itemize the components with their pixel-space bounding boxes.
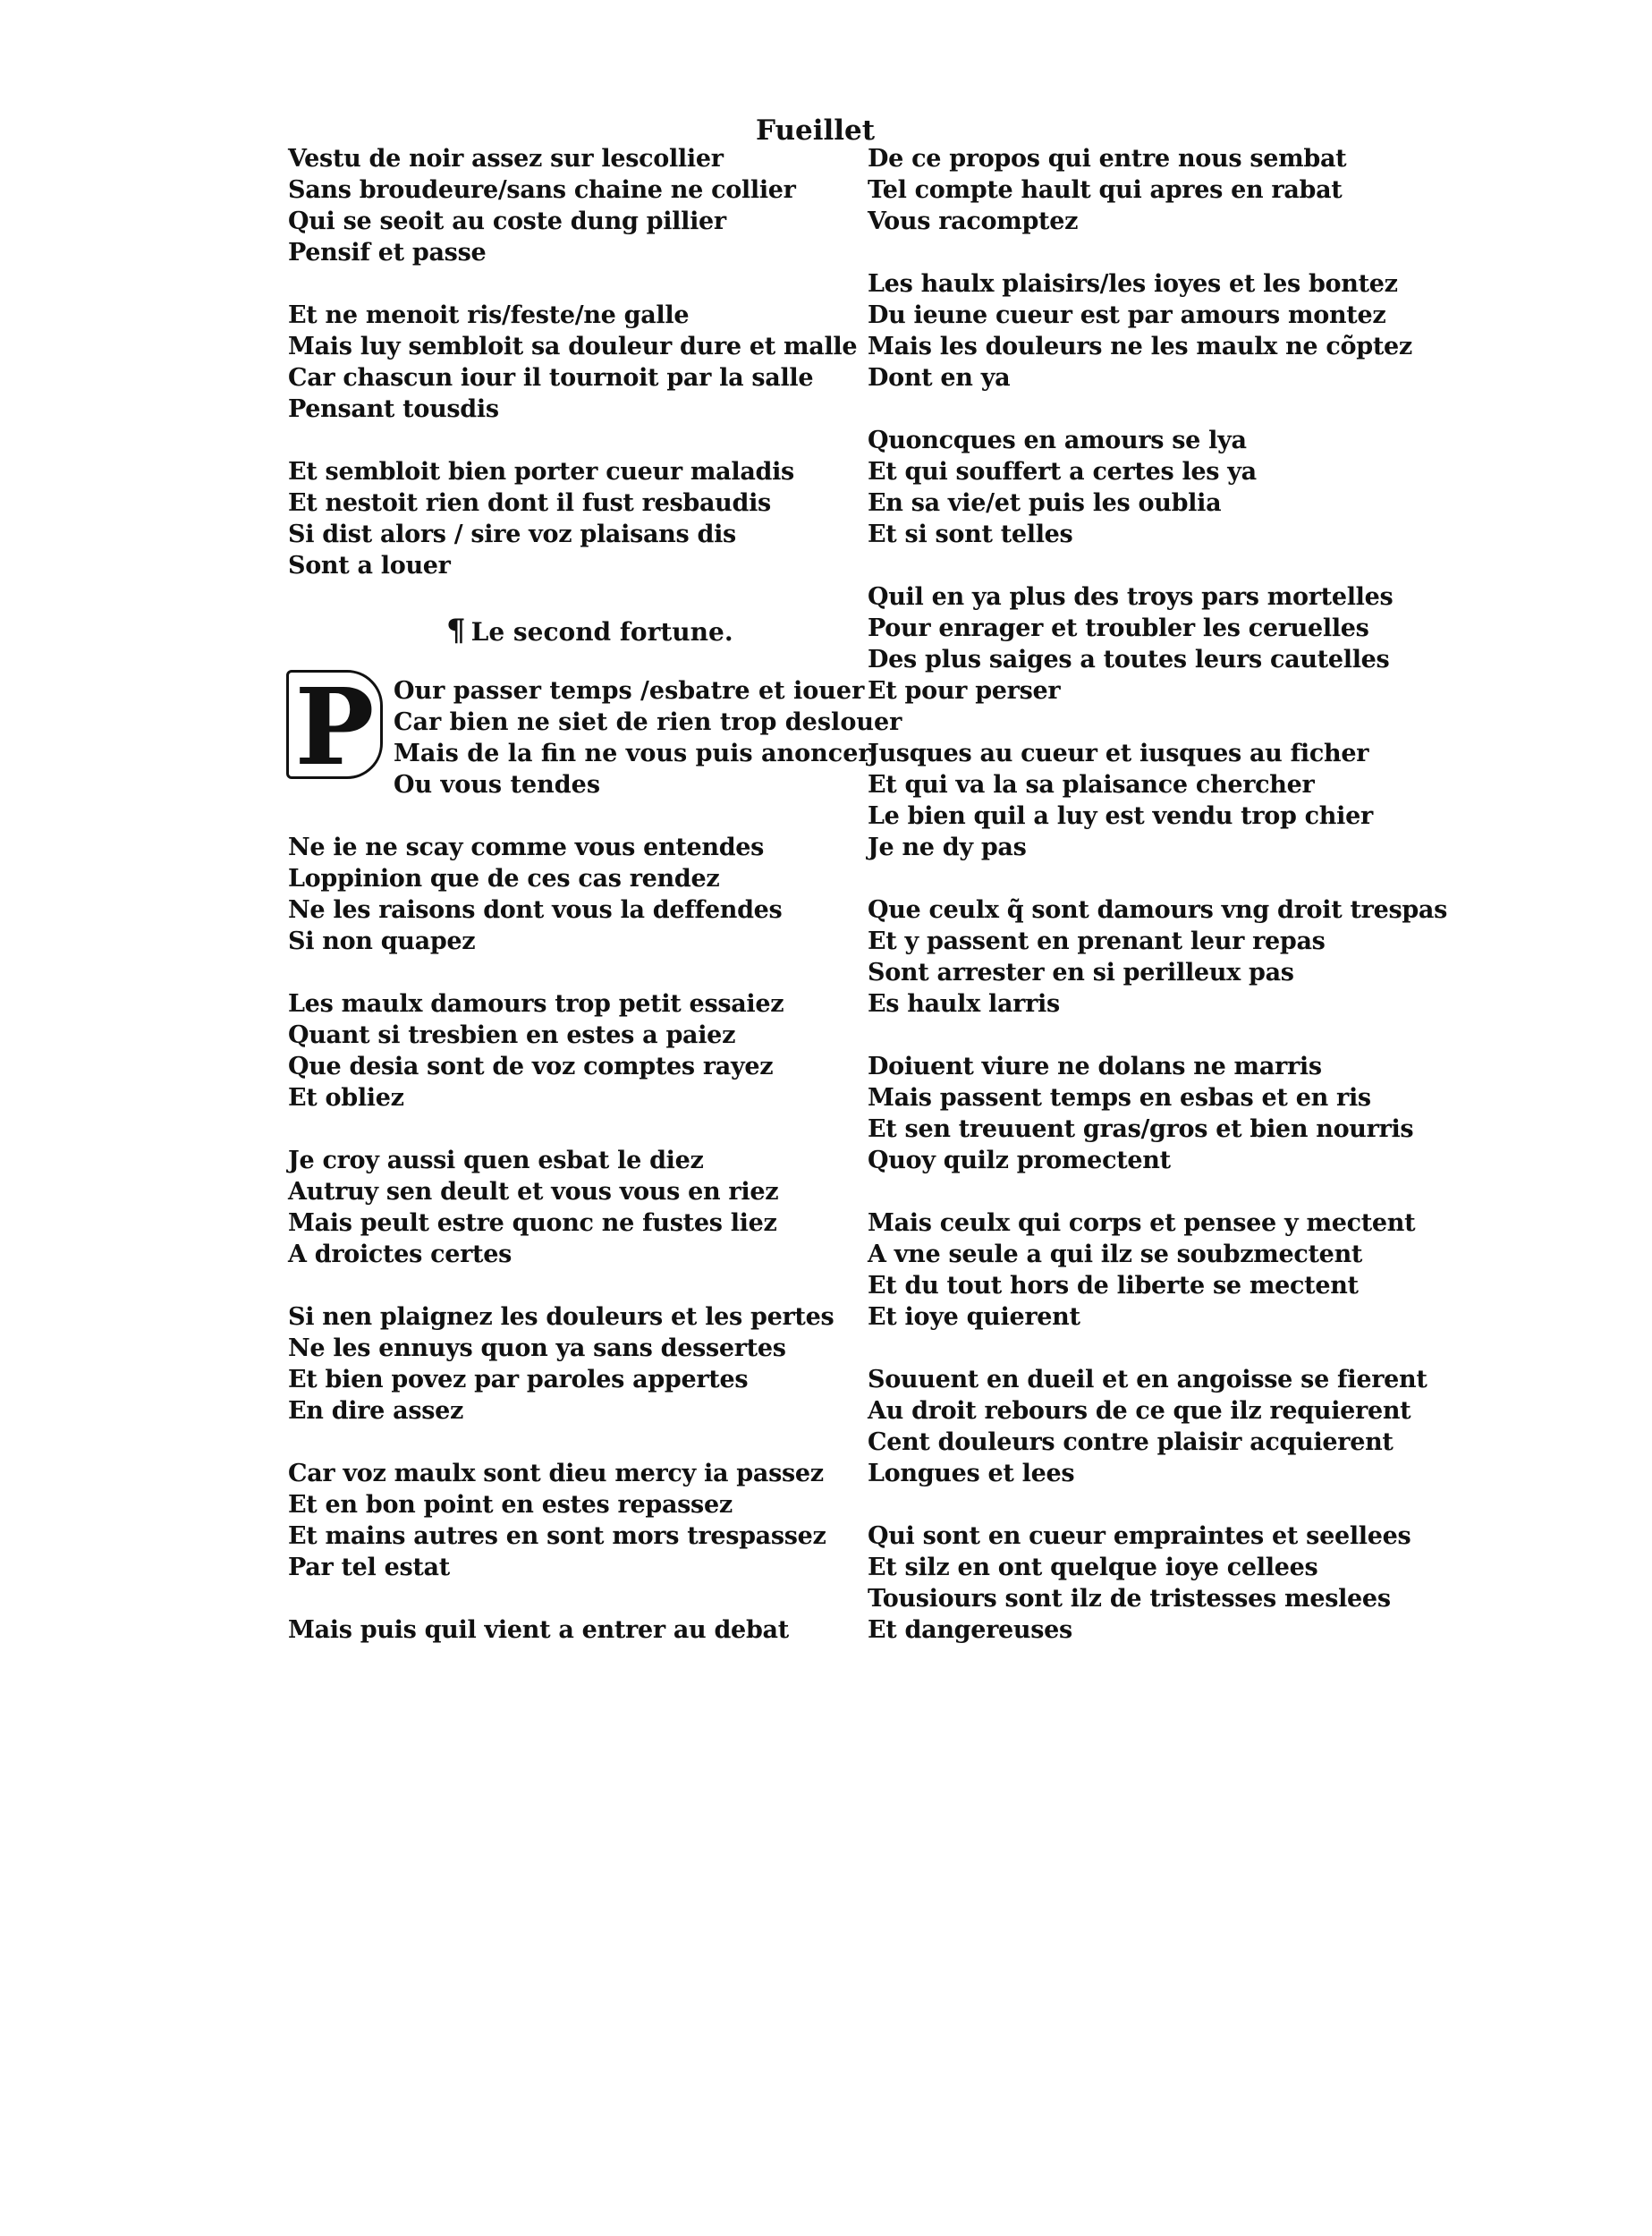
verse-line: Si nen plaignez les douleurs et les pertes [288, 1303, 834, 1331]
stanza [288, 832, 860, 957]
verse-line: Des plus saiges a toutes leurs cautelles [868, 646, 1390, 673]
verse-line: Quil en ya plus des troys pars mortelles [868, 583, 1394, 611]
verse-line: Car voz maulx sont dieu mercy ia passez [288, 1460, 824, 1487]
verse-line: Et ioye quierent [868, 1303, 1080, 1331]
verse-line: Cent douleurs contre plaisir acquierent [868, 1428, 1394, 1456]
verse-line: Et mains autres en sont mors trespassez [288, 1522, 826, 1550]
verse-line: Et y passent en prenant leur repas [868, 927, 1326, 955]
pilcrow-mark: ¶ [446, 613, 466, 648]
stanza [868, 1364, 1440, 1489]
stanza [868, 581, 1440, 707]
verse-line: Vous racomptez [868, 208, 1079, 235]
verse-line: Le bien quil a luy est vendu trop chier [868, 802, 1373, 830]
verse-line: A droictes certes [288, 1241, 513, 1268]
section-heading-text: Le second fortune. [470, 617, 733, 647]
verse-line: Mais puis quil vient a entrer au debat [288, 1616, 789, 1644]
stanza [288, 300, 860, 425]
verse-line: Ne ie ne scay comme vous entendes [288, 834, 765, 861]
verse-line: Et du tout hors de liberte se mectent [868, 1272, 1359, 1300]
left-stanzas-bottom [288, 832, 860, 1646]
verse-line: Dont en ya [868, 364, 1011, 392]
running-title: Fueillet [756, 114, 876, 147]
verse-line: Ne les raisons dont vous la deffendes [288, 896, 783, 924]
verse-line: De ce propos qui entre nous sembat [868, 145, 1347, 173]
stanza [868, 1051, 1440, 1176]
verse-line: Du ieune cueur est par amours montez [868, 301, 1386, 329]
verse-line: Et en bon point en estes repassez [288, 1491, 733, 1519]
verse-line: Es haulx larris [868, 990, 1060, 1018]
verse-line: Je ne dy pas [868, 834, 1027, 861]
stanza [288, 1301, 860, 1427]
verse-line: Car bien ne siet de rien trop deslouer [394, 708, 902, 736]
decorated-initial: P [286, 670, 383, 779]
verse-line: Quoy quilz promectent [868, 1147, 1171, 1174]
stanza [288, 456, 860, 581]
right-column [868, 143, 1448, 1677]
verse-line: Quoncques en amours se lya [868, 427, 1247, 454]
verse-line: Et dangereuses [868, 1616, 1072, 1644]
verse-line: Je croy aussi quen esbat le diez [288, 1147, 704, 1174]
verse-line: Si non quapez [288, 927, 476, 955]
stanza [868, 143, 1440, 237]
verse-line: Au droit rebours de ce que ilz requierent [868, 1397, 1411, 1425]
illuminated-stanza [288, 665, 902, 800]
verse-line: Qui sont en cueur empraintes et seellees [868, 1522, 1411, 1550]
stanza [288, 988, 860, 1114]
verse-line: Tousiours sont ilz de tristesses meslees [868, 1585, 1391, 1613]
stanza [288, 1614, 860, 1646]
verse-line: Mais passent temps en esbas et en ris [868, 1084, 1371, 1112]
stanza [868, 268, 1440, 394]
verse-line: Qui se seoit au coste dung pillier [288, 208, 726, 235]
verse-line: Pour enrager et troubler les ceruelles [868, 614, 1369, 642]
verse-line: Mais ceulx qui corps et pensee y mectent [868, 1209, 1416, 1237]
stanza [868, 1520, 1440, 1646]
verse-line: Et qui va la sa plaisance chercher [868, 771, 1315, 799]
verse-line: Autruy sen deult et vous vous en riez [288, 1178, 779, 1206]
verse-line: Sont arrester en si perilleux pas [868, 959, 1294, 987]
verse-line: Et pour perser [868, 677, 1061, 705]
verse-line: Sans broudeure/sans chaine ne collier [288, 176, 796, 204]
stanza [868, 1207, 1440, 1333]
verse-line: Que desia sont de voz comptes rayez [288, 1053, 774, 1080]
verse-line: Si dist alors / sire voz plaisans dis [288, 521, 736, 548]
stanza [868, 425, 1440, 550]
stanza [288, 1458, 860, 1583]
verse-line: Souuent en dueil et en angoisse se fierent [868, 1366, 1427, 1393]
left-column [288, 143, 902, 1677]
stanza [868, 894, 1448, 1020]
verse-line: A vne seule a qui ilz se soubzmectent [868, 1241, 1363, 1268]
verse-line: Ou vous tendes [394, 771, 601, 799]
section-heading [446, 613, 860, 648]
verse-line: Ne les ennuys quon ya sans dessertes [288, 1334, 786, 1362]
verse-line: Les haulx plaisirs/les ioyes et les bontez [868, 270, 1398, 298]
verse-line: Et nestoit rien dont il fust resbaudis [288, 489, 771, 517]
verse-line: Et qui souffert a certes les ya [868, 458, 1257, 486]
verse-line: Pensif et passe [288, 239, 487, 267]
verse-line: Mais luy sembloit sa douleur dure et malle [288, 333, 858, 360]
verse-line: Et bien povez par paroles appertes [288, 1366, 749, 1393]
verse-line: Doiuent viure ne dolans ne marris [868, 1053, 1322, 1080]
verse-line: Jusques au cueur et iusques au ficher [868, 740, 1369, 767]
verse-line: Tel compte hault qui apres en rabat [868, 176, 1343, 204]
verse-line: Et obliez [288, 1084, 404, 1112]
verse-line: Et si sont telles [868, 521, 1073, 548]
verse-line: Quant si tresbien en estes a paiez [288, 1021, 736, 1049]
verse-line: En dire assez [288, 1397, 464, 1425]
verse-line: Loppinion que de ces cas rendez [288, 865, 720, 893]
verse-line: Mais les douleurs ne les maulx ne cõptez [868, 333, 1412, 360]
verse-line: Et sembloit bien porter cueur maladis [288, 458, 794, 486]
left-stanzas-top [288, 143, 860, 581]
verse-line: Par tel estat [288, 1554, 450, 1581]
verse-line: Et silz en ont quelque ioye cellees [868, 1554, 1318, 1581]
stanza [868, 738, 1440, 863]
verse-line: Les maulx damours trop petit essaiez [288, 990, 784, 1018]
verse-line: Longues et lees [868, 1460, 1075, 1487]
verse-line: Mais de la fin ne vous puis anoncer [394, 740, 871, 767]
right-stanzas [868, 143, 1448, 1646]
verse-line: Vestu de noir assez sur lescollier [288, 145, 724, 173]
stanza [288, 1145, 860, 1270]
verse-line: Et sen treuuent gras/gros et bien nourris [868, 1115, 1414, 1143]
verse-line: Pensant tousdis [288, 395, 499, 423]
verse-line: En sa vie/et puis les oublia [868, 489, 1222, 517]
verse-line: Sont a louer [288, 552, 451, 580]
verse-line: Mais peult estre quonc ne fustes liez [288, 1209, 777, 1237]
verse-line: Car chascun iour il tournoit par la salle [288, 364, 814, 392]
verse-line: Que ceulx q̃ sont damours vng droit trespas [868, 896, 1448, 924]
verse-line: Our passer temps /esbatre et iouer [394, 677, 865, 705]
verse-line: Et ne menoit ris/feste/ne galle [288, 301, 690, 329]
stanza [288, 143, 860, 268]
